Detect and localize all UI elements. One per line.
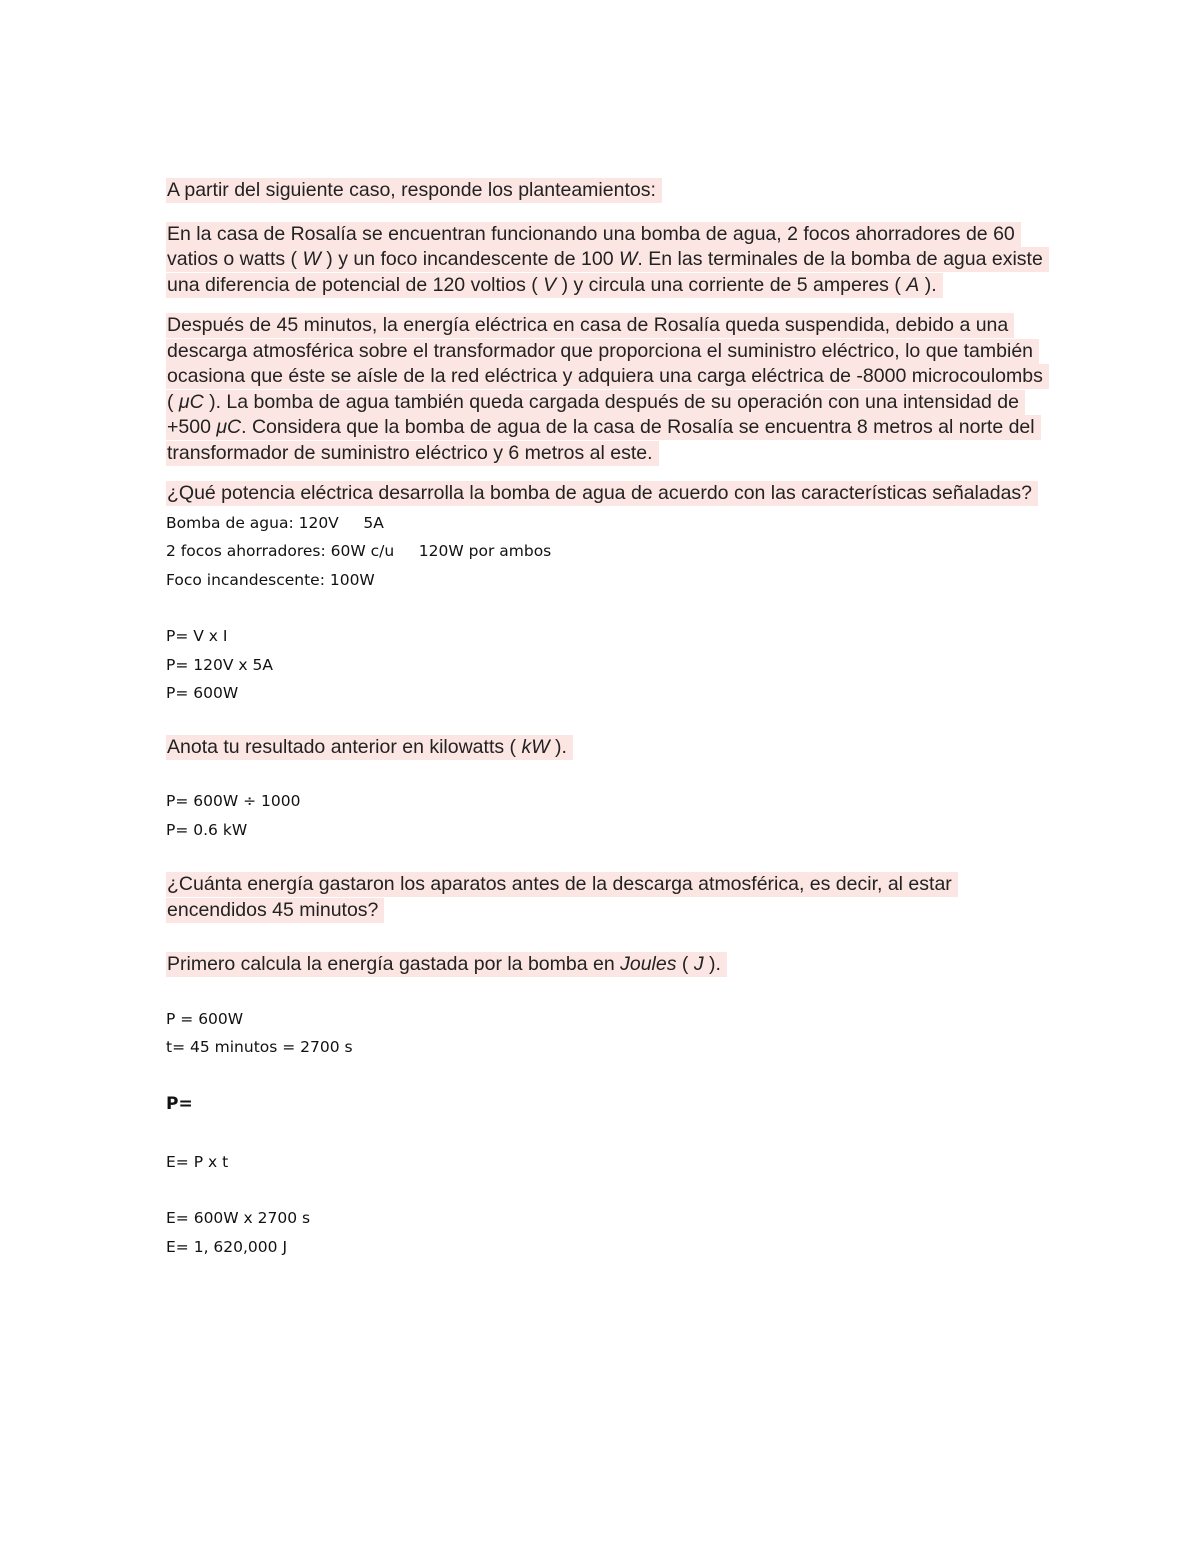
unit-watts: W: [302, 248, 321, 270]
answer-4-line: E= P x t: [166, 1152, 229, 1171]
answer-1-line: P= 120V x 5A: [166, 655, 273, 674]
spacer: [166, 1118, 1046, 1148]
unit-joules-word: Joules: [620, 953, 677, 975]
answer-1-line: Bomba de agua: 120V 5A: [166, 513, 384, 532]
case-p2-text-b: ). La bomba de agua también queda cargada después de su operación con una intensidad de +500: [167, 390, 1019, 438]
unit-amperes: A: [906, 273, 920, 296]
answer-1-line: P= V x I: [166, 627, 228, 645]
answer-4-line: E= 1, 620,000 J: [166, 1237, 288, 1256]
answer-4-power-label: P=: [166, 1093, 193, 1114]
spacer: [166, 594, 1046, 622]
case-p1-text-e: ).: [919, 273, 937, 296]
unit-microcoulombs: μC: [178, 390, 204, 413]
unit-watts: W: [619, 248, 638, 270]
question-4-text-b: (: [676, 953, 694, 975]
question-2-text-b: ).: [549, 735, 567, 758]
case-p2-text-a: Después de 45 minutos, la energía eléctrica en casa de Rosalía queda suspendida, debido a una descarga atmosférica sobre el transformador que proporciona el suministro eléctrico, lo que también ocasiona que éste se aísle de la red eléctrica y adquiera una carga eléctrica de -8000 microcoulombs (: [167, 314, 1043, 413]
answer-2-line: P= 0.6 kW: [166, 820, 248, 839]
answer-2-line: P= 600W ÷ 1000: [166, 792, 301, 810]
case-p1-text-b: ) y un foco incandescente de 100: [320, 248, 619, 270]
answer-1-line: 2 focos ahorradores: 60W c/u 120W por ambos: [166, 542, 552, 560]
unit-kilowatts: kW: [521, 735, 550, 758]
question-4-highlight: [166, 952, 727, 977]
case-p1-text-c: . En las terminales de la bomba de agua existe una diferencia de potencial de 120 voltios (: [167, 248, 1043, 296]
question-2-highlight: [166, 735, 573, 760]
case-p2-text-c: . Considera que la bomba de agua de la casa de Rosalía se encuentra 8 metros al norte del transformador de suministro eléctrico y 6 metros al este.: [167, 416, 1035, 464]
question-2-text-a: Anota tu resultado anterior en kilowatts (: [167, 735, 522, 758]
unit-volts: V: [543, 273, 557, 296]
answer-2: [166, 787, 1046, 844]
case-paragraph-1-highlight: [166, 222, 1049, 298]
answer-4-line: E= 600W x 2700 s: [166, 1209, 311, 1227]
question-1: [166, 481, 1046, 507]
answer-4-line: t= 45 minutos = 2700 s: [166, 1038, 353, 1056]
answer-1-line: P= 600W: [166, 684, 239, 702]
question-3: [166, 872, 1046, 923]
intro-highlight: A partir del siguiente caso, responde los planteamientos:: [166, 178, 662, 203]
document-body: [166, 178, 1046, 1261]
question-2: [166, 735, 1046, 761]
intro-text: [166, 178, 1046, 204]
answer-4: [166, 1005, 1046, 1262]
answer-4-line: P = 600W: [166, 1009, 244, 1028]
question-4-text-a: Primero calcula la energía gastada por la bomba en: [167, 953, 621, 975]
answer-1: [166, 509, 1046, 708]
case-paragraph-2-highlight: [166, 313, 1049, 466]
case-p1-text-a: En la casa de Rosalía se encuentran funcionando una bomba de agua, 2 focos ahorradores de 60 vatios o watts (: [167, 222, 1015, 270]
spacer: [166, 1062, 1046, 1090]
question-4-text-c: ).: [703, 953, 721, 975]
unit-microcoulombs: μC: [216, 416, 242, 438]
case-p1-text-d: ) y circula una corriente de 5 amperes (: [556, 273, 907, 296]
answer-1-line: Foco incandescente: 100W: [166, 570, 375, 589]
unit-joules: J: [693, 953, 704, 975]
question-4: [166, 952, 1046, 978]
case-paragraph-1: [166, 222, 1046, 299]
question-1-highlight: ¿Qué potencia eléctrica desarrolla la bomba de agua de acuerdo con las características señaladas?: [166, 481, 1038, 506]
spacer: [166, 1176, 1046, 1204]
question-3-highlight: ¿Cuánta energía gastaron los aparatos antes de la descarga atmosférica, es decir, al estar encendidos 45 minutos?: [166, 872, 958, 923]
case-paragraph-2: [166, 313, 1046, 466]
